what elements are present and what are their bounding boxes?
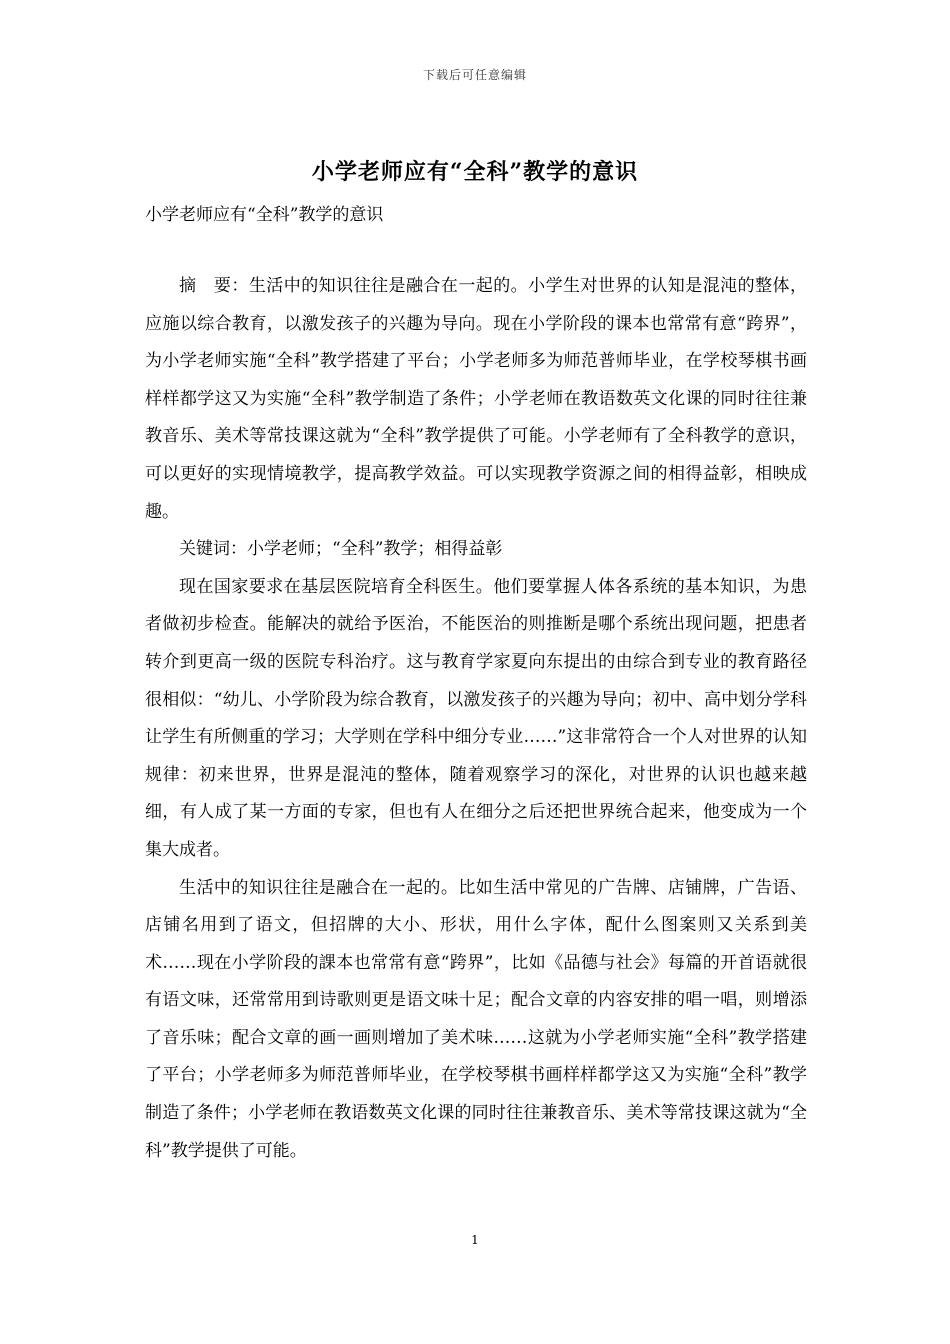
abstract-paragraph: 摘 要：生活中的知识往往是融合在一起的。小学生对世界的认知是混沌的整体，应施以综合教育，以激发孩子的兴趣为导向。现在小学阶段的课本也常常有意“跨界”，为小学老师实施“全科”教学搭建了平台；小学老师多为师范普师毕业，在学校琴棋书画样样都学这又为实施“全科”教学制造了条件；小学老师在教语数英文化课的同时往往兼教音乐、美术等常技课这就为“全科”教学提供了可能。小学老师有了全科教学的意识，可以更好的实现情境教学，提高教学效益。可以实现教学资源之间的相得益彰，相映成趣。 (145, 276, 807, 522)
body-paragraph-2: 生活中的知识往往是融合在一起的。比如生活中常见的广告牌、店铺牌，广告语、店铺名用到了语文，但招牌的大小、形状，用什么字体，配什么图案则又关系到美术……现在小学阶段的課本也常常有意“跨界”，比如《品德与社会》每篇的开首语就很有语文味，还常常用到诗歌则更是语文味十足；配合文章的内容安排的唱一唱，则增添了音乐味；配合文章的画一画则增加了美术味……这就为小学老师实施“全科”教学搭建了平台；小学老师多为师范普师毕业，在学校琴棋书画样样都学这又为实施“全科”教学制造了条件；小学老师在教语数英文化课的同时往往兼教音乐、美术等常技课这就为“全科”教学提供了可能。 (145, 877, 807, 1161)
keywords-paragraph: 关键词：小学老师；“全科”教学；相得益彰 (179, 539, 503, 560)
page-number: 1 (471, 1233, 479, 1247)
document-title: 小学老师应有“全科”教学的意识 (311, 159, 639, 185)
document-subtitle: 小学老师应有“全科”教学的意识 (145, 205, 384, 225)
body-paragraph-1: 现在国家要求在基层医院培育全科医生。他们要掌握人体各系统的基本知识，为患者做初步检查。能解决的就给予医治，不能医治的则推断是哪个系统出现问题，把患者转介到更高一级的医院专科治疗。这与教育学家夏向东提出的由综合到专业的教育路径很相似：“幼儿、小学阶段为综合教育，以激发孩子的兴趣为导向；初中、高中划分学科让学生有所侧重的学习；大学则在学科中细分专业……”这非常符合一个人对世界的认知规律：初来世界，世界是混沌的整体，随着观察学习的深化，对世界的认识也越来越细，有人成了某一方面的专家，但也有人在细分之后还把世界统合起来，他变成为一个集大成者。 (145, 576, 807, 860)
document-body (145, 268, 807, 1170)
page-header: 下载后可任意编辑 (422, 68, 527, 82)
